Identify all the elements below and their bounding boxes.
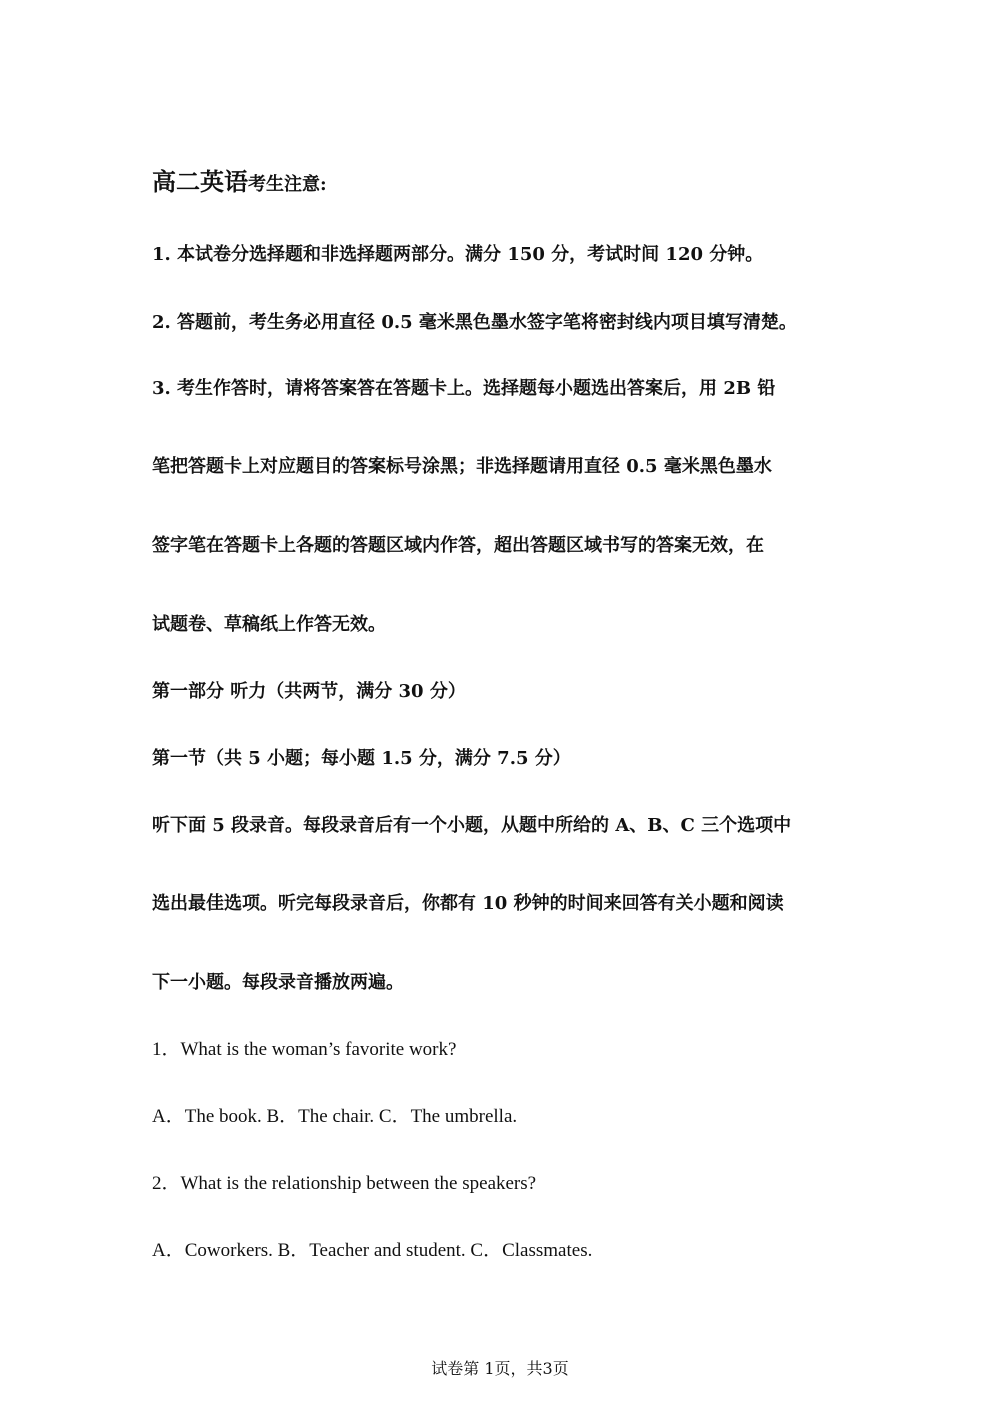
page-footer: 试卷第 1页，共3页 (431, 1359, 569, 1378)
question-options: A．Coworkers. B．Teacher and student. C．Classmates. (152, 1240, 593, 1261)
question-stem: 2．What is the relationship between the speakers? (152, 1173, 537, 1194)
section-heading: 第一节（共 5 小题；每小题 1.5 分，满分 7.5 分） (152, 748, 571, 769)
note-line: 3. 考生作答时，请将答案答在答题卡上。选择题每小题选出答案后，用 2B 铅 (152, 378, 776, 399)
instruction-line: 下一小题。每段录音播放两遍。 (152, 972, 404, 993)
instruction-line: 选出最佳选项。听完每段录音后，你都有 10 秒钟的时间来回答有关小题和阅读 (152, 893, 784, 914)
exam-header (152, 167, 327, 197)
instruction-line: 听下面 5 段录音。每段录音后有一个小题，从题中所给的 A、B、C 三个选项中 (152, 815, 792, 836)
note-line: 签字笔在答题卡上各题的答题区域内作答，超出答题区域书写的答案无效，在 (152, 535, 764, 556)
note-line: 试题卷、草稿纸上作答无效。 (152, 614, 386, 635)
note-line: 2. 答题前，考生务必用直径 0.5 毫米黑色墨水签字笔将密封线内项目填写清楚。 (152, 312, 797, 333)
notice-heading: 考生注意: (248, 174, 327, 195)
question-stem: 1．What is the woman’s favorite work? (152, 1039, 457, 1060)
question-options: A．The book. B．The chair. C．The umbrella. (152, 1106, 518, 1127)
exam-title: 高二英语 (152, 167, 248, 196)
part-heading: 第一部分 听力（共两节，满分 30 分） (152, 681, 466, 702)
note-line: 笔把答题卡上对应题目的答案标号涂黑；非选择题请用直径 0.5 毫米黑色墨水 (152, 456, 772, 477)
note-line: 1. 本试卷分选择题和非选择题两部分。满分 150 分，考试时间 120 分钟。 (152, 244, 764, 265)
